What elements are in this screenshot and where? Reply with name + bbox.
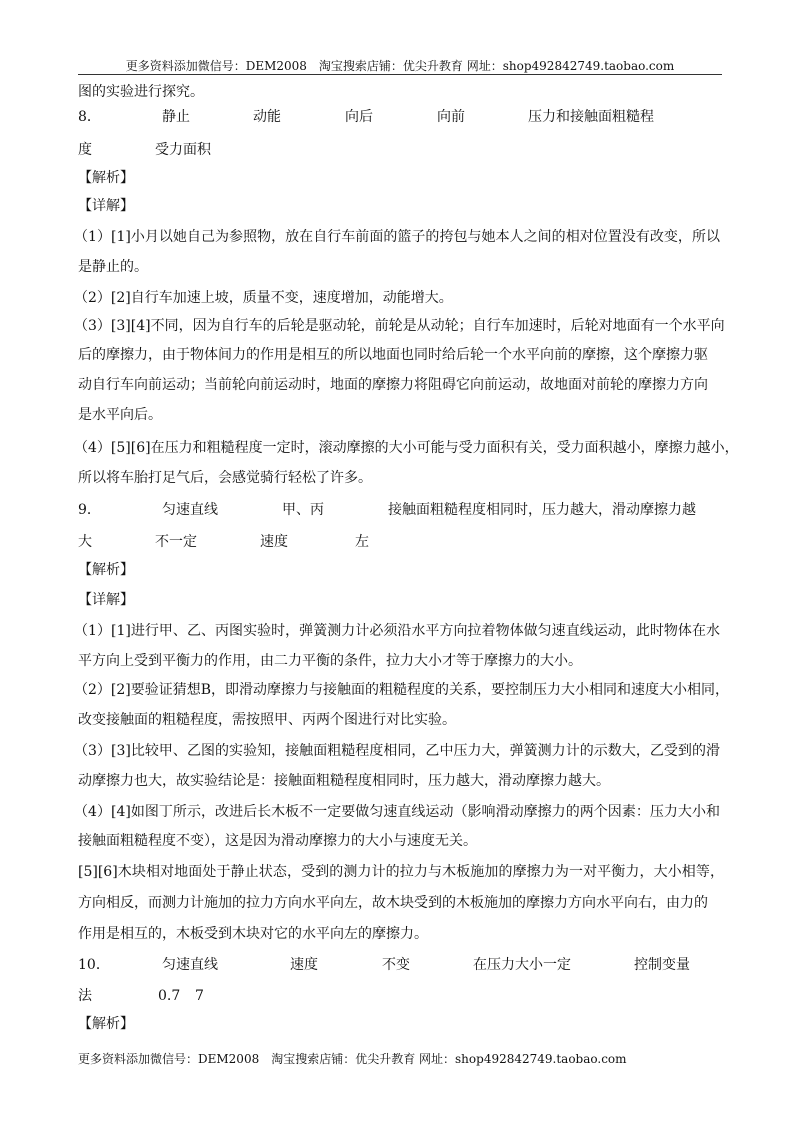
q10-answer-row-1 bbox=[0, 955, 800, 975]
q9-jiexi-heading: 【解析】 bbox=[78, 562, 134, 578]
q10-answer: 匀速直线 bbox=[162, 957, 218, 973]
q8-answer: 向前 bbox=[437, 109, 465, 125]
q8-number: 8． bbox=[78, 109, 101, 125]
q10-answer: 不变 bbox=[382, 957, 410, 973]
q8-answer-row-2 bbox=[0, 140, 800, 160]
q9-answer-row-2 bbox=[0, 532, 800, 552]
q8-detail-line: 是水平向后。 bbox=[78, 407, 162, 423]
q9-answer: 大 bbox=[78, 534, 92, 550]
q9-xiangjie-heading: 【详解】 bbox=[78, 592, 134, 608]
q9-answer: 速度 bbox=[260, 534, 288, 550]
q9-detail-line: （1）[1]进行甲、乙、丙图实验时，弹簧测力计必须沿水平方向拉着物体做匀速直线运动，此时物体在水 bbox=[74, 623, 720, 639]
q8-detail-line: （4）[5][6]在压力和粗糙程度一定时，滚动摩擦的大小可能与受力面积有关，受力面积越小，摩擦力越小， bbox=[74, 440, 739, 456]
q10-answer-row-2 bbox=[0, 986, 800, 1006]
q8-answer: 静止 bbox=[162, 109, 190, 125]
q10-answer: 0.7 bbox=[158, 988, 181, 1004]
q9-detail-line: （3）[3]比较甲、乙图的实验知，接触面粗糙程度相同，乙中压力大，弹簧测力计的示数大，乙受到的滑 bbox=[74, 743, 720, 759]
q8-answer: 度 bbox=[78, 142, 92, 158]
q8-detail-line: 动自行车向前运动；当前轮向前运动时，地面的摩擦力将阻碍它向前运动，故地面对前轮的摩擦力方向 bbox=[78, 377, 708, 393]
q9-answer: 不一定 bbox=[155, 534, 197, 550]
q9-answer: 左 bbox=[355, 534, 369, 550]
q9-detail-line: 动摩擦力也大，故实验结论是：接触面粗糙程度相同时，压力越大，滑动摩擦力越大。 bbox=[78, 773, 610, 789]
q9-number: 9． bbox=[78, 502, 101, 518]
header-rule bbox=[78, 74, 722, 75]
q8-answer-row-1 bbox=[0, 107, 800, 127]
q9-detail-line: [5][6]木块相对地面处于静止状态，受到的测力计的拉力与木板施加的摩擦力为一对平衡力，大小相等， bbox=[78, 864, 724, 880]
q10-answer: 速度 bbox=[290, 957, 318, 973]
q10-number: 10． bbox=[78, 957, 110, 973]
q8-answer: 动能 bbox=[253, 109, 281, 125]
q10-answer: 7 bbox=[195, 988, 204, 1004]
q8-detail-line: （2）[2]自行车加速上坡，质量不变，速度增加，动能增大。 bbox=[74, 290, 453, 306]
intro-line: 图的实验进行探究。 bbox=[78, 84, 204, 100]
q8-detail-line: 是静止的。 bbox=[78, 259, 148, 275]
q10-answer: 控制变量 bbox=[634, 957, 690, 973]
q9-answer: 匀速直线 bbox=[162, 502, 218, 518]
q9-detail-line: 平方向上受到平衡力的作用，由二力平衡的条件，拉力大小才等于摩擦力的大小。 bbox=[78, 653, 582, 669]
q8-answer: 受力面积 bbox=[155, 142, 211, 158]
q10-answer: 在压力大小一定 bbox=[473, 957, 571, 973]
q9-answer: 接触面粗糙程度相同时，压力越大，滑动摩擦力越 bbox=[388, 502, 696, 518]
q9-detail-line: （4）[4]如图丁所示，改进后长木板不一定要做匀速直线运动（影响滑动摩擦力的两个因素：压力大小和 bbox=[74, 804, 720, 820]
page-header: 更多资料添加微信号：DEM2008 淘宝搜索店铺：优尖升教育 网址：shop492842749.taobao.com bbox=[125, 59, 675, 73]
q9-detail-line: 接触面粗糙程度不变），这是因为滑动摩擦力的大小与速度无关。 bbox=[78, 833, 477, 849]
page-footer: 更多资料添加微信号：DEM2008 淘宝搜索店铺：优尖升教育 网址：shop492842749.taobao.com bbox=[78, 1052, 627, 1066]
q9-detail-line: 改变接触面的粗糙程度，需按照甲、丙两个图进行对比实验。 bbox=[78, 712, 456, 728]
q9-detail-line: 方向相反，而测力计施加的拉力方向水平向左，故木块受到的木板施加的摩擦力方向水平向右，由力的 bbox=[78, 895, 708, 911]
q8-detail-line: 后的摩擦力，由于物体间力的作用是相互的所以地面也同时给后轮一个水平向前的摩擦，这个摩擦力驱 bbox=[78, 347, 708, 363]
q10-answer: 法 bbox=[78, 988, 92, 1004]
q8-detail-line: 所以将车胎打足气后，会感觉骑行轻松了许多。 bbox=[78, 470, 372, 486]
q8-detail-line: （1）[1]小月以她自己为参照物，放在自行车前面的篮子的挎包与她本人之间的相对位置没有改变，所以 bbox=[74, 229, 720, 245]
q8-xiangjie-heading: 【详解】 bbox=[78, 198, 134, 214]
q10-jiexi-heading: 【解析】 bbox=[78, 1016, 134, 1032]
q9-answer-row-1 bbox=[0, 500, 800, 520]
q8-jiexi-heading: 【解析】 bbox=[78, 170, 134, 186]
q8-detail-line: （3）[3][4]不同，因为自行车的后轮是驱动轮，前轮是从动轮；自行车加速时，后轮对地面有一个水平向 bbox=[74, 318, 725, 334]
q8-answer: 向后 bbox=[345, 109, 373, 125]
q8-answer: 压力和接触面粗糙程 bbox=[528, 109, 654, 125]
q9-answer: 甲、丙 bbox=[282, 502, 324, 518]
q9-detail-line: （2）[2]要验证猜想B，即滑动摩擦力与接触面的粗糙程度的关系，要控制压力大小相同和速度大小相同， bbox=[74, 682, 730, 698]
q9-detail-line: 作用是相互的，木板受到木块对它的水平向左的摩擦力。 bbox=[78, 926, 428, 942]
